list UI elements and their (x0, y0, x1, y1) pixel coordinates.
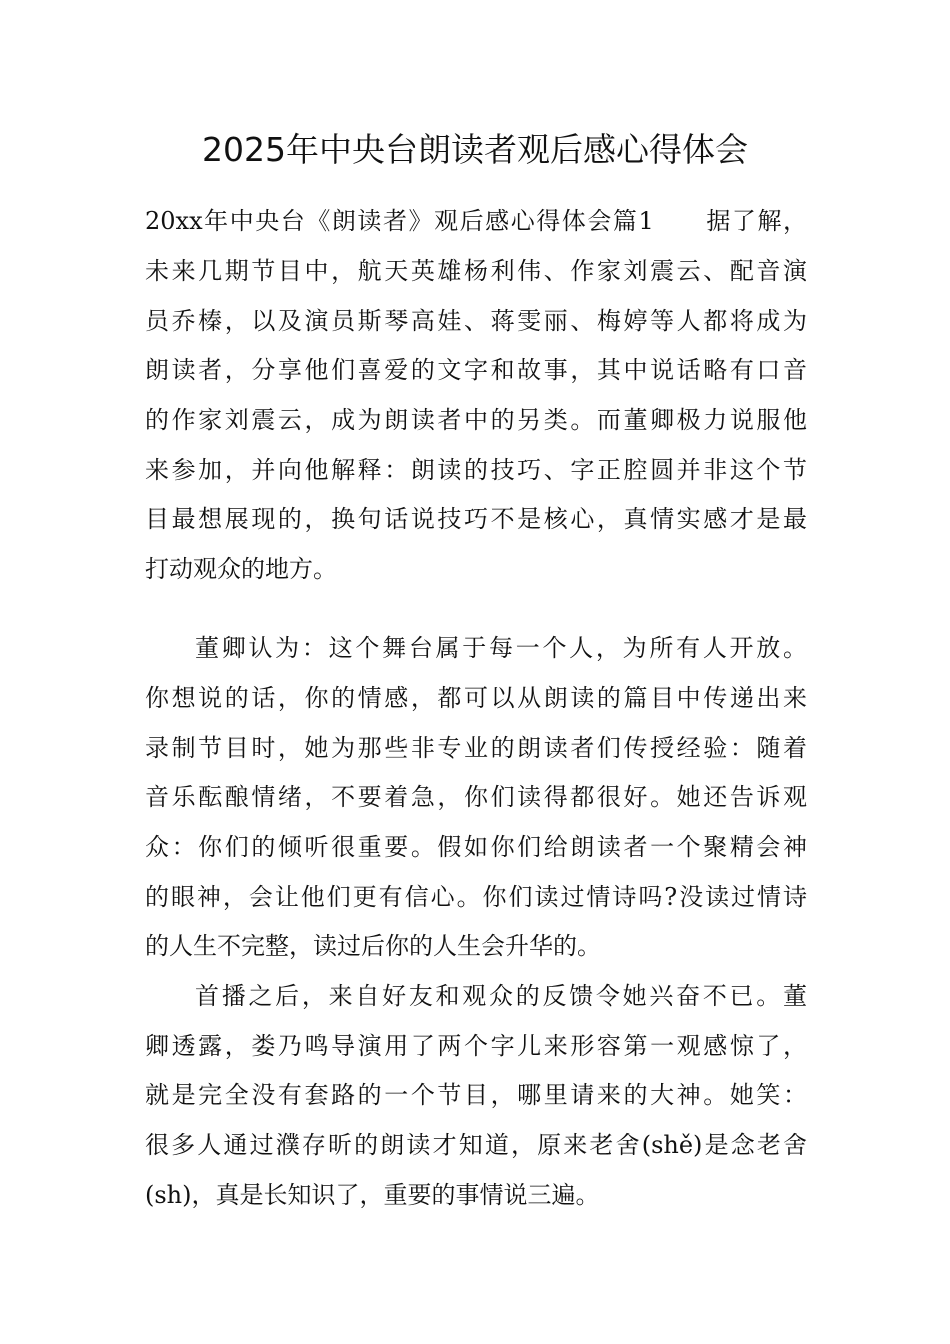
body-line: 很多人通过濮存昕的朗读才知道，原来老舍(shě)是念老舍 (145, 1131, 807, 1159)
body-line: 朗读者，分享他们喜爱的文字和故事，其中说话略有口音 (145, 356, 807, 384)
body-line: (sh)，真是长知识了，重要的事情说三遍。 (145, 1181, 600, 1209)
body-line: 目最想展现的，换句话说技巧不是核心，真情实感才是最 (145, 505, 807, 533)
body-line: 卿透露，娄乃鸣导演用了两个字儿来形容第一观感惊了， (145, 1032, 807, 1060)
body-line: 来参加，并向他解释：朗读的技巧、字正腔圆并非这个节 (145, 456, 807, 484)
body-line: 未来几期节目中，航天英雄杨利伟、作家刘震云、配音演 (145, 257, 807, 285)
body-line: 音乐酝酿情绪，不要着急，你们读得都很好。她还告诉观 (145, 783, 807, 811)
body-line: 的作家刘震云，成为朗读者中的另类。而董卿极力说服他 (145, 406, 807, 434)
body-line: 的人生不完整，读过后你的人生会升华的。 (145, 932, 601, 960)
document-title: 2025年中央台朗读者观后感心得体会 (202, 130, 748, 169)
body-line: 董卿认为：这个舞台属于每一个人，为所有人开放。 (195, 634, 807, 662)
body-line: 的眼神，会让他们更有信心。你们读过情诗吗?没读过情诗 (145, 883, 807, 911)
body-line: 你想说的话，你的情感，都可以从朗读的篇目中传递出来 (145, 684, 807, 712)
body-line: 员乔榛，以及演员斯琴高娃、蒋雯丽、梅婷等人都将成为 (145, 307, 807, 335)
body-line: 录制节目时，她为那些非专业的朗读者们传授经验：随着 (145, 734, 807, 762)
body-line: 20xx年中央台《朗读者》观后感心得体会篇1 据了解， (145, 207, 807, 235)
body-line: 就是完全没有套路的一个节目，哪里请来的大神。她笑： (145, 1081, 807, 1109)
body-line: 首播之后，来自好友和观众的反馈令她兴奋不已。董 (195, 982, 807, 1010)
body-line: 众：你们的倾听很重要。假如你们给朗读者一个聚精会神 (145, 833, 807, 861)
body-line: 打动观众的地方。 (145, 555, 337, 583)
